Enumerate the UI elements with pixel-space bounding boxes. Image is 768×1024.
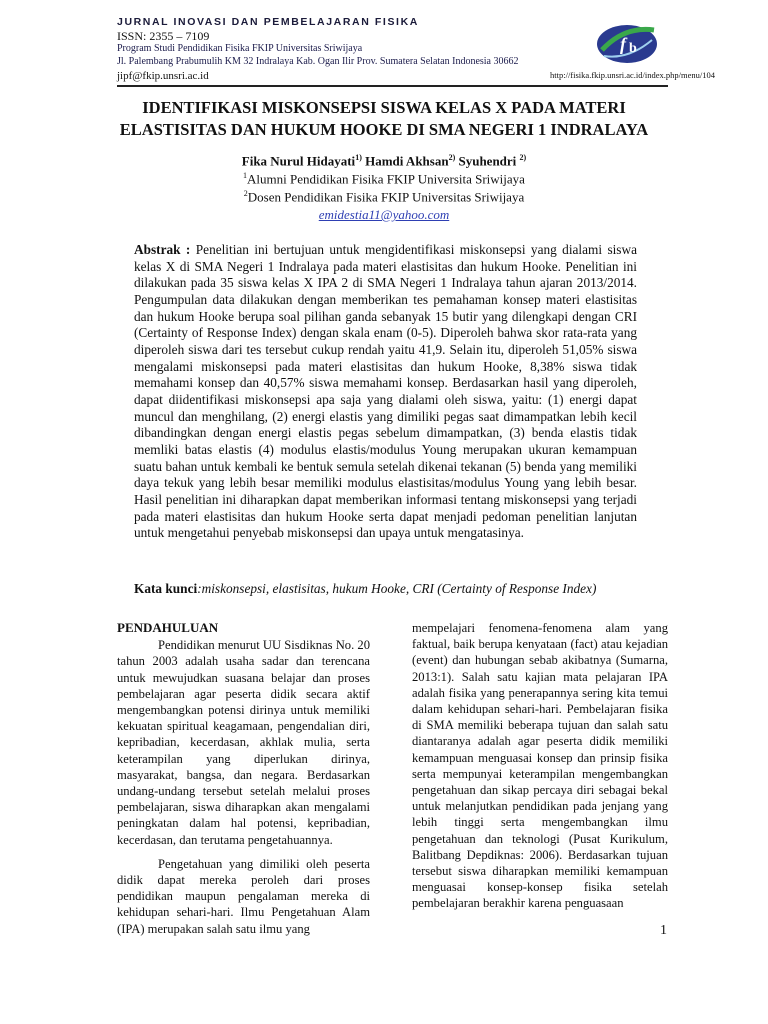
affiliation-text: Dosen Pendidikan Fisika FKIP Universitas Sriwijaya (247, 189, 525, 205)
author-superscript: 1) (355, 153, 362, 162)
body-paragraph: Pendidikan menurut UU Sisdiknas No. 20 tahun 2003 adalah usaha sadar dan terencana untuk mewujudkan suasana belajar dan proses pembelajaran agar peserta didik secara aktif mengembangkan potensi dirinya untuk memiliki kekuatan spiritual keagamaan, pengendalian diri, kepribadian, kecerdasan, akhlak mulia, serta keterampilan yang diperlukan dirinya, masyarakat, bangsa, dan negara. Berdasarkan undang-undang tersebut setelah melalui proses pembelajaran, siswa diharapkan akan mengalami peningkatan dalam hal potensi, kepribadian, kecerdasan, dan terutama pengetahuannya. (117, 638, 370, 847)
section-heading: PENDAHULUAN (117, 620, 219, 635)
body-paragraph: mempelajari fenomena-fenomena alam yang faktual, baik berupa kenyataan (fact) atau kejadian (event) dan hubungan sebab akibatnya (Sumarna, 2013:1). Salah satu kajian mata pelajaran IPA adalah fisika yang penerapannya sering kita temui dalam kehidupan sehari-hari. Pembelajaran fisika di SMA memiliki beberapa tujuan dan salah satu diantaranya adalah agar peserta didik memiliki kemampuan menguasai konsep dan prinsip fisika serta mempunyai keterampilan mengembangkan pengetahuan dan sikap percaya diri sebagai bekal untuk melanjutkan pendidikan pada jenjang yang lebih tinggi serta mengembangkan ilmu pengetahuan dan teknologi (Pusat Kurikulum, Balitbang Depdiknas: 2006). Berdasarkan tujuan tersebut siswa diharapkan memiliki kemampuan menguasai konsep-konsep fisika setelah pembelajaran berakhir karena penguasaan (412, 621, 668, 911)
keywords-text: :miskonsepsi, elastisitas, hukum Hooke, CRI (Certainty of Response Index) (197, 581, 597, 596)
author-name: Hamdi Akhsan (365, 153, 449, 169)
title-line-2: ELASTISITAS DAN HUKUM HOOKE DI SMA NEGERI 1 INDRALAYA (119, 120, 649, 139)
journal-header (0, 0, 768, 86)
body-paragraph: Pengetahuan yang dimiliki oleh peserta didik dapat mereka peroleh dari proses pendidikan maupun pengalaman mereka di kehidupan sehari-hari. Ilmu Pengetahuan Alam (IPA) merupakan salah satu ilmu yang (117, 856, 370, 936)
journal-url[interactable]: http://fisika.fkip.unsri.ac.id/index.php/menu/104 (550, 70, 716, 80)
affiliation-superscript: 2 (243, 189, 248, 198)
author-superscript: 2) (519, 153, 527, 162)
corresponding-email-link[interactable]: emidestia11@yahoo.com (318, 207, 450, 222)
page-number: 1 (660, 923, 667, 938)
abstract-label: Abstrak : (134, 242, 191, 257)
journal-logo-icon (594, 20, 660, 66)
title-line-1: IDENTIFIKASI MISKONSEPSI SISWA KELAS X PADA MATERI (142, 98, 626, 117)
program-name: Program Studi Pendidikan Fisika FKIP Universitas Sriwijaya (117, 43, 363, 54)
author-name: Fika Nurul Hidayati (241, 153, 356, 169)
author-list (80, 153, 688, 169)
abstract-text: Penelitian ini bertujuan untuk mengidentifikasi miskonsepsi yang dialami siswa kelas X di SMA Negeri 1 Indralaya pada materi elastisitas dan hukum Hooke. Penelitian ini dilakukan pada 35 siswa kelas X IPA 2 di SMA Negeri 1 Indralaya tahun ajaran 2013/2014. Pengumpulan data dilakukan dengan memberikan tes pemahaman konsep materi elastisitas dan hukum Hooke berupa soal pilihan ganda sebanyak 15 butir yang dilengkapi dengan CRI (Certainty of Response Index) dengan skala enam (0-5). Diperoleh bahwa skor rata-rata yang diperoleh siswa dari tes tersebut cukup rendah yaitu 41,9. Selain itu, diperoleh 51,05% siswa mengalami miskonsepsi pada materi elastisitas dan hukum Hooke, 8,38% siswa tidak memahami konsep dan 40,57% siswa memahami konsep. Berdasarkan hasil yang diperoleh, dapat diidentifikasi miskonsepsi apa saja yang dialami oleh siswa, yaitu: (1) energi dapat muncul dan menghilang, (2) energi elastis yang dimiliki pegas saat dimampatkan lebih kecil dibandingkan dengan energi elastis pegas sebelum dimampatkan, (3) benda elastis tidak memliki batas elastis (4) modulus elastis/modulus Young merupakan ukuran kemampuan suatu bahan untuk kembali ke bentuk semula setelah dikenai tekanan (5) benda yang memiliki daya tekuk yang lebih besar memiliki modulus elastisitas/modulus Young yang lebih besar. Hasil penelitian ini diharapkan dapat memberikan informasi tentang miskonsepsi yang terjadi pada materi elastisitas dan hukum Hooke serta dapat menjadi pedoman penelitian lanjutan untuk mengetahui penyebab miskonsepsi dan upaya untuk mengatasinya. (134, 242, 637, 541)
author-superscript: 2) (448, 153, 456, 162)
affiliation (80, 189, 688, 205)
affiliation-superscript: 1 (243, 171, 248, 180)
author-name: Syuhendri (458, 153, 517, 169)
keywords (134, 581, 654, 597)
header-divider (117, 85, 668, 87)
body-column-left (117, 620, 370, 937)
keywords-label: Kata kunci (134, 581, 198, 596)
journal-address: Jl. Palembang Prabumulih KM 32 Indralaya Kab. Ogan Ilir Prov. Sumatera Selatan Indonesia 30662 (117, 56, 519, 67)
journal-email: jipf@fkip.unsri.ac.id (117, 70, 209, 82)
svg-text:f: f (620, 34, 626, 54)
affiliation-text: Alumni Pendidikan Fisika FKIP Universita Sriwijaya (247, 171, 525, 187)
abstract (134, 242, 637, 542)
issn: ISSN: 2355 – 7109 (117, 29, 210, 43)
paper-title (80, 97, 688, 141)
journal-name: JURNAL INOVASI DAN PEMBELAJARAN FISIKA (117, 16, 419, 28)
body-column-right (412, 620, 668, 912)
svg-text:b: b (629, 41, 637, 56)
affiliation (80, 171, 688, 187)
